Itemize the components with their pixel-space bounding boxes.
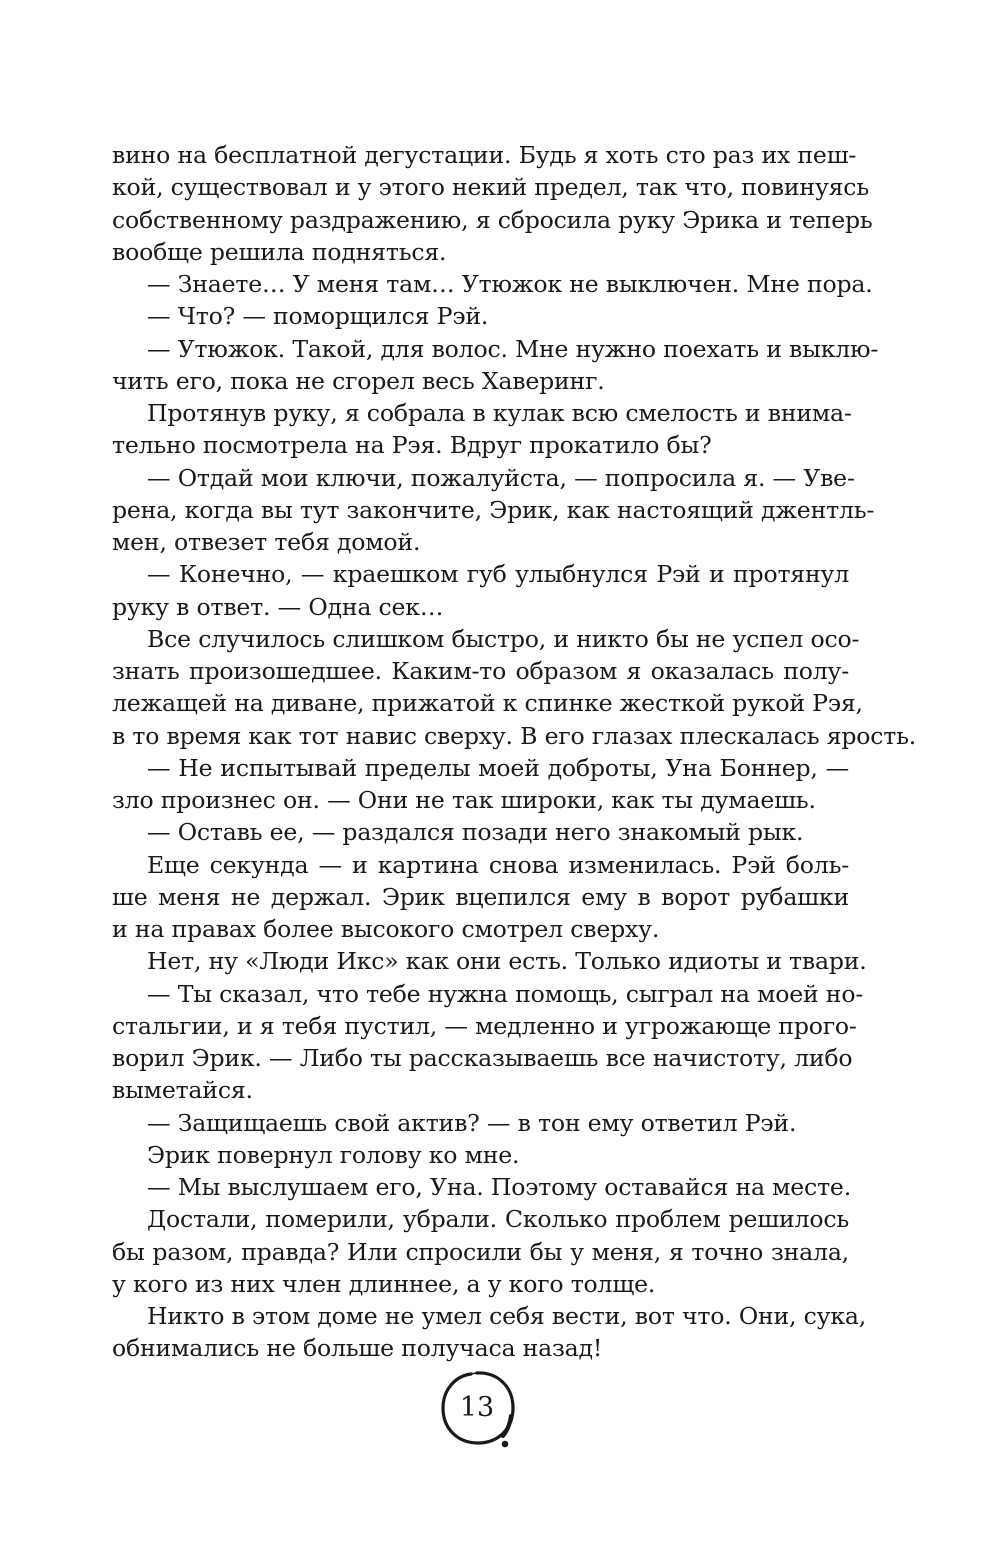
text-line: ворил Эрик. — Либо ты рассказываешь все начистоту, либо bbox=[112, 1044, 853, 1072]
text-line: Еще секунда — и картина снова изменилась. Рэй боль- bbox=[147, 850, 849, 879]
paragraph bbox=[112, 462, 875, 559]
paragraph bbox=[112, 1300, 867, 1365]
text-line: знать произошедшее. Каким-то образом я оказалась полу- bbox=[112, 657, 849, 685]
text-line: — Утюжок. Такой, для волос. Мне нужно поехать и выклю- bbox=[147, 334, 879, 363]
text-line: руку в ответ. — Одна сек… bbox=[112, 592, 444, 621]
text-line: — Знаете… У меня там… Утюжок не выключен. Мне пора. bbox=[147, 270, 873, 298]
text-line: в то время как тот навис сверху. В его глазах плескалась ярость. bbox=[112, 721, 917, 750]
paragraph bbox=[112, 300, 849, 332]
text-line: — Отдай мои ключи, пожалуйста, — попросила я. — Уве- bbox=[147, 463, 855, 492]
text-line: стальгии, и я тебя пустил, — медленно и угрожающе прого- bbox=[112, 1011, 857, 1040]
body-text bbox=[112, 139, 917, 1365]
text-line: — Мы выслушаем его, Уна. Поэтому оставайся на месте. bbox=[147, 1173, 851, 1201]
paragraph bbox=[112, 978, 864, 1107]
paragraph bbox=[112, 945, 867, 977]
paragraph bbox=[112, 558, 849, 623]
text-line: лежащей на диване, прижатой к спинке жесткой рукой Рэя, bbox=[112, 689, 863, 718]
paragraph bbox=[112, 1107, 849, 1139]
text-line: мен, отвезет тебя домой. bbox=[112, 528, 421, 556]
paragraph bbox=[112, 1203, 849, 1300]
text-line: зло произнес он. — Они не так широки, как ты думаешь. bbox=[112, 786, 816, 814]
text-line: тельно посмотрела на Рэя. Вдруг прокатило бы? bbox=[112, 431, 712, 460]
text-line: — Защищаешь свой актив? — в тон ему ответил Рэй. bbox=[147, 1108, 797, 1137]
text-line: — Что? — поморщился Рэй. bbox=[147, 302, 489, 331]
text-line: бы разом, правда? Или спросили бы у меня, я точно знала, bbox=[112, 1237, 849, 1266]
text-line: Все случилось слишком быстро, и никто бы не успел осо- bbox=[147, 624, 860, 653]
text-line: Нет, ну «Люди Икс» как они есть. Только идиоты и твари. bbox=[147, 947, 867, 976]
text-line: рена, когда вы тут закончите, Эрик, как настоящий джентль- bbox=[112, 495, 875, 524]
text-line: кой, существовал и у этого некий предел, так что, повинуясь bbox=[112, 173, 869, 202]
text-line: — Ты сказал, что тебе нужна помощь, сыграл на моей но- bbox=[147, 979, 864, 1008]
text-line: — Конечно, — краешком губ улыбнулся Рэй и протянул bbox=[147, 560, 849, 589]
paragraph bbox=[112, 623, 917, 752]
paragraph bbox=[112, 752, 849, 817]
text-line: и на правах более высокого смотрел сверху. bbox=[112, 915, 660, 943]
paragraph bbox=[112, 268, 873, 300]
text-line: Достали, померили, убрали. Сколько проблем решилось bbox=[147, 1205, 849, 1234]
text-line: — Оставь ее, — раздался позади него знакомый рык. bbox=[147, 818, 804, 847]
paragraph bbox=[112, 139, 873, 268]
paragraph bbox=[112, 1171, 849, 1203]
text-line: вино на бесплатной дегустации. Будь я хоть сто раз их пеш- bbox=[112, 141, 857, 169]
page-number-ornament bbox=[437, 1368, 521, 1452]
paragraph bbox=[112, 333, 879, 398]
text-line: — Не испытывай пределы моей доброты, Уна Боннер, — bbox=[147, 753, 849, 782]
paragraph bbox=[112, 397, 852, 462]
text-line: Эрик повернул голову ко мне. bbox=[147, 1140, 520, 1169]
text-line: чить его, пока не сгорел весь Хаверинг. bbox=[112, 366, 605, 395]
paragraph bbox=[112, 1139, 849, 1171]
text-line: выметайся. bbox=[112, 1076, 253, 1105]
page-number: 13 bbox=[459, 1392, 495, 1423]
paragraph bbox=[112, 816, 849, 848]
paragraph bbox=[112, 849, 849, 946]
text-line: ше меня не держал. Эрик вцепился ему в ворот рубашки bbox=[112, 882, 849, 911]
text-line: Никто в этом доме не умел себя вести, вот что. Они, сука, bbox=[147, 1302, 867, 1330]
text-line: собственному раздражению, я сбросила руку Эрика и теперь bbox=[112, 205, 873, 234]
text-line: вообще решила подняться. bbox=[112, 237, 447, 266]
text-line: обнимались не больше получаса назад! bbox=[112, 1334, 603, 1363]
text-line: у кого из них член длиннее, а у кого толще. bbox=[112, 1269, 656, 1298]
text-line: Протянув руку, я собрала в кулак всю смелость и внима- bbox=[147, 399, 852, 427]
